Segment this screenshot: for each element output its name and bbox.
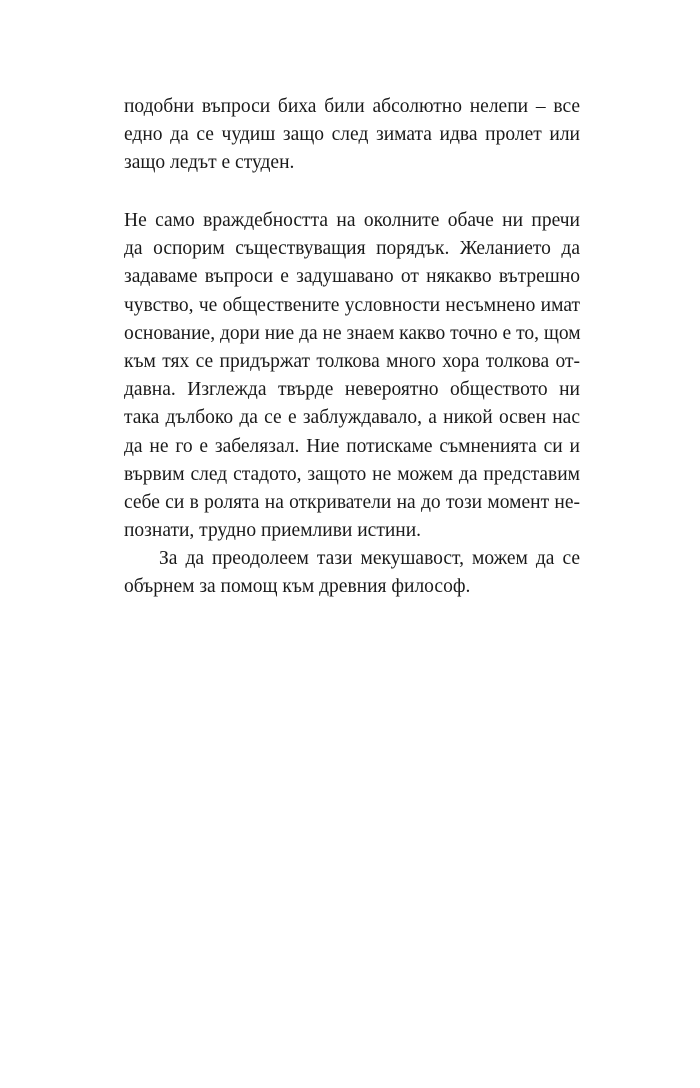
text-line: подобни въпроси биха били абсолютно нелепи – все — [124, 96, 580, 117]
paragraph — [124, 207, 580, 545]
text-line: давна. Изглежда твърде невероятно обществото ни — [124, 379, 580, 401]
paragraph — [124, 545, 580, 601]
text-line: обърнем за помощ към древния философ. — [124, 576, 471, 598]
text-line: Не само враждебността на околните обаче ни пречи — [124, 210, 580, 231]
text-line: вървим след стадото, защото не можем да представим — [124, 463, 580, 485]
text-line: така дълбоко да се е заблуждавало, а никой освен нас — [124, 407, 580, 429]
text-line: да оспорим съществуващия порядък. Желанието да — [124, 238, 580, 260]
text-line: познати, трудно приемливи истини. — [124, 520, 422, 542]
text-line: към тях се придържат толкова много хора толкова от- — [124, 350, 580, 372]
text-line: задаваме въпроси е задушавано от някакво вътрешно — [124, 266, 580, 288]
text-line: себе си в ролята на откриватели на до този момент не- — [124, 491, 580, 513]
text-line: едно да се чудиш защо след зимата идва пролет или — [124, 124, 580, 146]
text-line: чувство, че обществените условности несъмнено имат — [124, 294, 580, 316]
text-line: защо ледът е студен. — [124, 152, 295, 174]
text-line: да не го е забелязал. Ние потискаме съмненията си и — [124, 435, 580, 457]
section-body — [124, 207, 580, 602]
text-line: За да преодолеем тази мекушавост, можем да се — [159, 548, 580, 570]
paragraph-continued — [124, 93, 580, 178]
text-line: основание, дори ние да не знаем какво точно е то, щом — [124, 322, 581, 344]
